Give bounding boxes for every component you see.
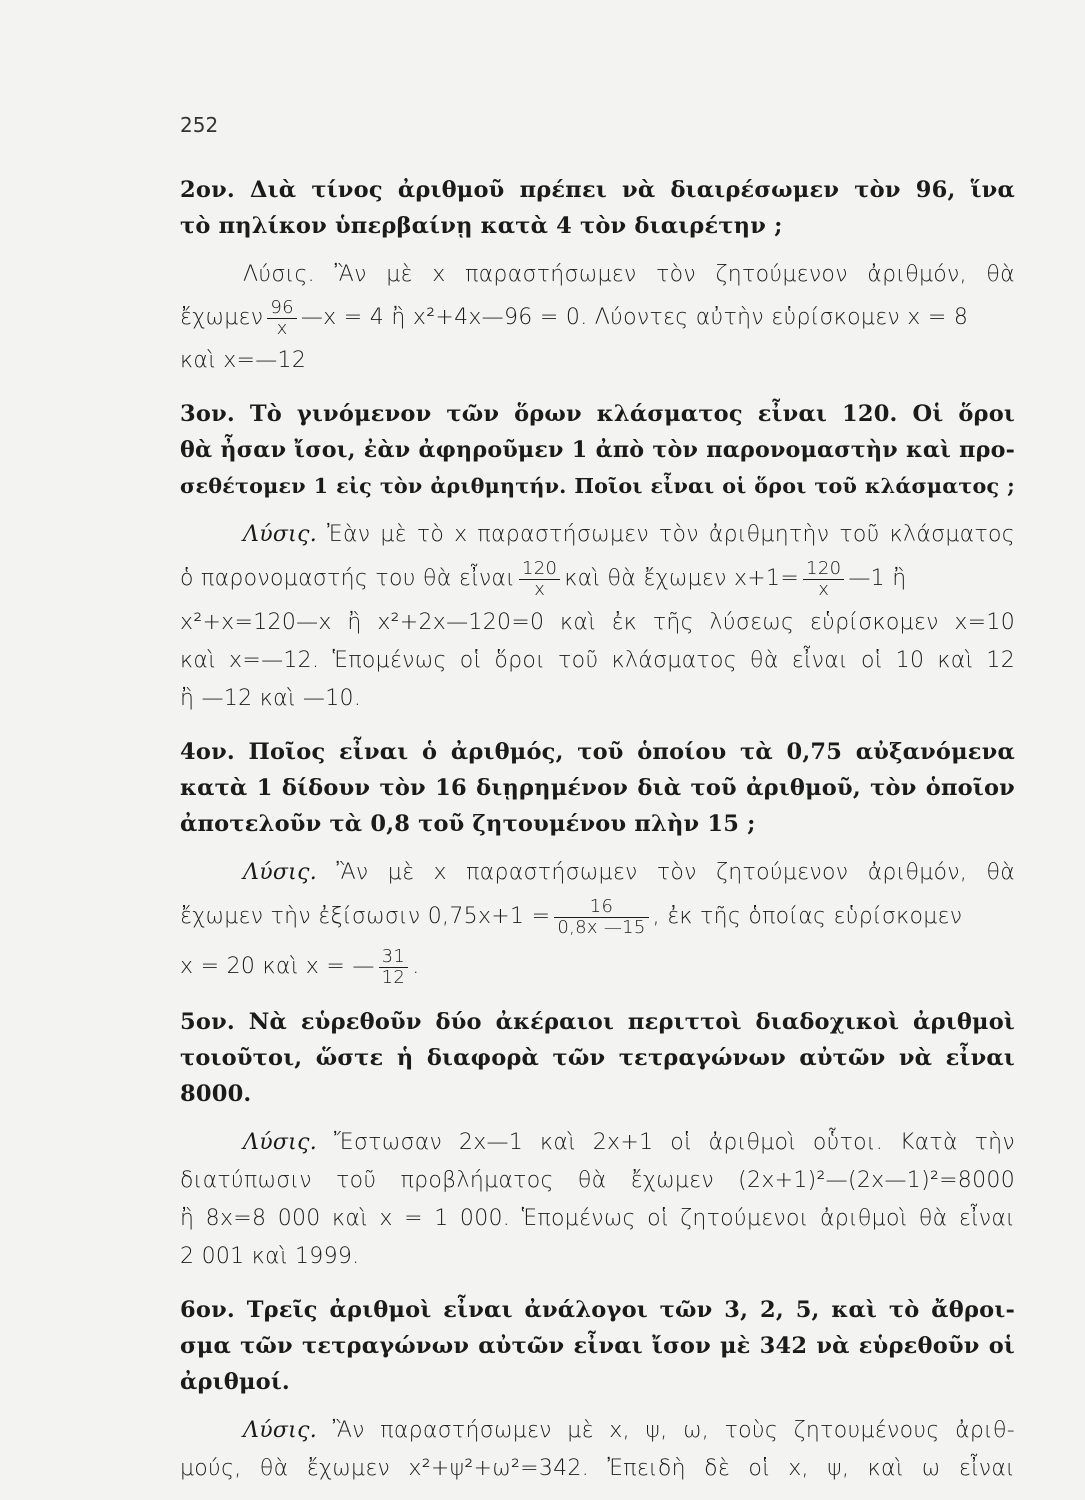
- problem-2: [180, 172, 1015, 380]
- solution-line: ὁ παρονομαστής του θὰ εἶναι $\frac{120}{x}$ καὶ θὰ ἔχωμεν x+1= $\frac{120}{x}$ —1 ἢ: [180, 557, 907, 600]
- problem-question-line: 8000.: [180, 1081, 252, 1107]
- problem-question-line: τὸ πηλίκον ὑπερβαίνῃ κατὰ 4 τὸν διαιρέτην ;: [180, 213, 783, 239]
- problem-question-line: 4ον. Ποῖος εἶναι ὁ ἀριθμός, τοῦ ὁποίου τὰ 0,75 αὐξανόμενα: [180, 739, 1015, 765]
- solution-line: ἔχωμεν $\frac{96}{x}$ —x = 4 ἢ x²+4x—96 = 0. Λύοντες αὐτὴν εὑρίσκομεν x = 8: [180, 296, 969, 339]
- solution-line: Λύσις. Ἔστωσαν 2x—1 καὶ 2x+1 οἱ ἀριθμοὶ οὗτοι. Κατὰ τὴν: [243, 1130, 1015, 1155]
- solution-label: Λύσις.: [243, 1418, 318, 1443]
- solution-line: ἢ —12 καὶ —10.: [180, 686, 362, 711]
- problem-3: [180, 396, 1015, 718]
- problem-question-line: κατὰ 1 δίδουν τὸν 16 διῃρημένον διὰ τοῦ ἀριθμοῦ, τὸν ὁποῖον: [180, 775, 1015, 801]
- problem-4: [180, 734, 1015, 992]
- solution-line: Λύσις. Ἂν μὲ x παραστήσωμεν τὸν ζητούμενον ἀριθμόν, θὰ: [243, 262, 1015, 287]
- problem-question-line: 2ον. Διὰ τίνος ἀριθμοῦ πρέπει νὰ διαιρέσωμεν τὸν 96, ἵνα: [180, 177, 1015, 203]
- solution-line: διατύπωσιν τοῦ προβλήματος θὰ ἔχωμεν (2x+1)²—(2x—1)²=8000: [180, 1168, 1015, 1193]
- solution-label: Λύσις.: [243, 860, 318, 885]
- solution-line: Λύσις. Ἂν παραστήσωμεν μὲ x, ψ, ω, τοὺς ζητουμένους ἀριθ-: [243, 1418, 1016, 1443]
- page-number: 252: [180, 113, 219, 137]
- solution-line: μούς, θὰ ἔχωμεν x²+ψ²+ω²=342. Ἐπειδὴ δὲ οἱ x, ψ, καὶ ω εἶναι: [180, 1456, 1015, 1481]
- solution-line: x²+x=120—x ἢ x²+2x—120=0 καὶ ἐκ τῆς λύσεως εὑρίσκομεν x=10: [180, 610, 1015, 635]
- solution-line: Λύσις. Ἂν μὲ x παραστήσωμεν τὸν ζητούμενον ἀριθμόν, θὰ: [243, 860, 1016, 885]
- solution-line: καὶ x=—12: [180, 348, 307, 373]
- fraction: $\frac{120}{x}$: [519, 559, 560, 600]
- problem-6: [180, 1292, 1015, 1488]
- solution-label: Λύσις.: [243, 522, 318, 547]
- solution-line: ἔχωμεν τὴν ἐξίσωσιν 0,75x+1 = $\frac{16}{0,8x —15}$ , ἐκ τῆς ὁποίας εὑρίσκομεν: [180, 895, 963, 938]
- solution-line: Λύσις. Ἐὰν μὲ τὸ x παραστήσωμεν τὸν ἀριθμητὴν τοῦ κλάσματος: [243, 522, 1016, 547]
- solution-line: ἢ 8x=8 000 καὶ x = 1 000. Ἑπομένως οἱ ζητούμενοι ἀριθμοὶ θὰ εἶναι: [180, 1206, 1015, 1231]
- problem-question-line: 5ον. Νὰ εὑρεθοῦν δύο ἀκέραιοι περιττοὶ διαδοχικοὶ ἀριθμοὶ: [180, 1009, 1015, 1035]
- solution-line: καὶ x=—12. Ἑπομένως οἱ ὅροι τοῦ κλάσματος θὰ εἶναι οἱ 10 καὶ 12: [180, 648, 1015, 673]
- fraction: $\frac{120}{x}$: [803, 559, 844, 600]
- problem-question-line: τοιοῦτοι, ὥστε ἡ διαφορὰ τῶν τετραγώνων αὐτῶν νὰ εἶναι: [180, 1045, 1015, 1071]
- problem-question-line: σεθέτομεν 1 εἰς τὸν ἀριθμητήν. Ποῖοι εἶναι οἱ ὅροι τοῦ κλάσματος ;: [180, 474, 1015, 498]
- fraction: $\frac{16}{0,8x —15}$: [554, 897, 648, 938]
- page-content: [180, 172, 1015, 1488]
- problem-question-line: σμα τῶν τετραγώνων αὐτῶν εἶναι ἴσον μὲ 342 νὰ εὑρεθοῦν οἱ: [180, 1333, 1015, 1359]
- fraction: $\frac{96}{x}$: [267, 298, 297, 339]
- problem-question-line: 6ον. Τρεῖς ἀριθμοὶ εἶναι ἀνάλογοι τῶν 3, 2, 5, καὶ τὸ ἄθροι-: [180, 1297, 1015, 1323]
- problem-question-line: θὰ ἦσαν ἴσοι, ἐὰν ἀφηροῦμεν 1 ἀπὸ τὸν παρονομαστὴν καὶ προ-: [180, 437, 1015, 463]
- problem-question-line: ἀριθμοί.: [180, 1369, 290, 1395]
- problem-5: [180, 1004, 1015, 1276]
- fraction: $\frac{31}{12}$: [379, 947, 409, 988]
- problem-question-line: ἀποτελοῦν τὰ 0,8 τοῦ ζητουμένου πλὴν 15 ;: [180, 811, 756, 837]
- solution-line: x = 20 καὶ x = — $\frac{31}{12}$ .: [180, 945, 420, 988]
- problem-question-line: 3ον. Τὸ γινόμενον τῶν ὅρων κλάσματος εἶναι 120. Οἱ ὅροι: [180, 401, 1015, 427]
- solution-label: Λύσις.: [243, 1130, 318, 1155]
- solution-line: 2 001 καὶ 1999.: [180, 1244, 360, 1269]
